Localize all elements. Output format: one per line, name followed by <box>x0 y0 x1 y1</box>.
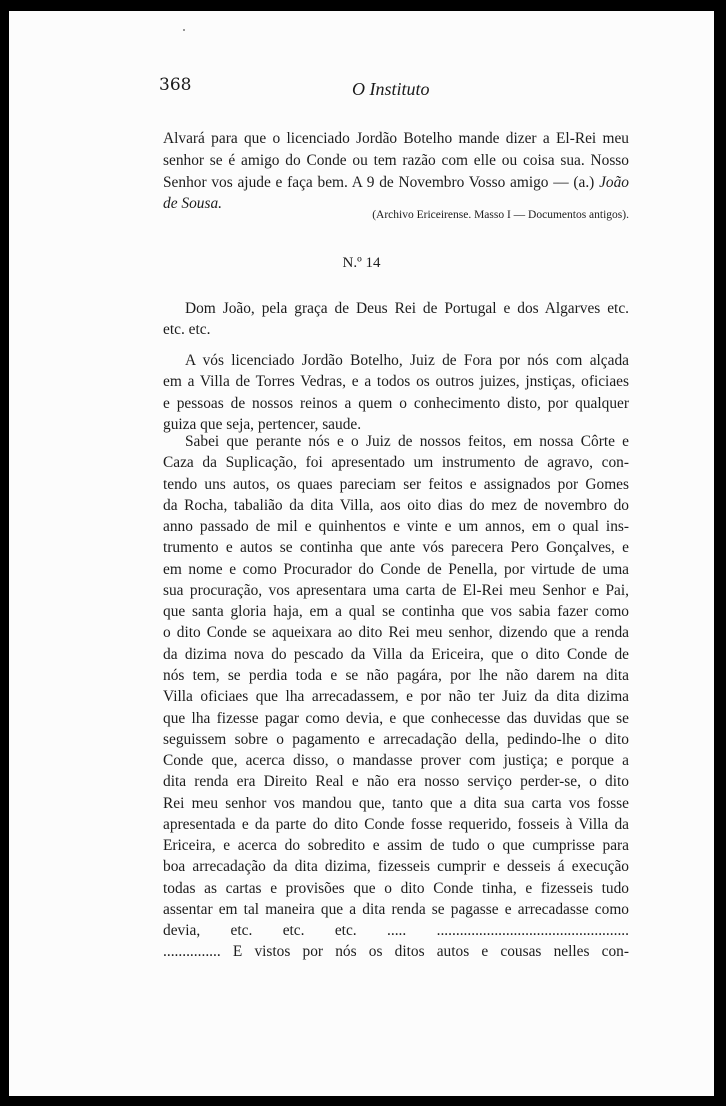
para2-line: tendo uns autos, os quaes pareciam ser feitos e assignados por Gomes <box>163 475 629 493</box>
page-number: 368 <box>159 75 192 95</box>
para1-line: guiza que seja, pertencer, saude. <box>163 415 362 433</box>
para2-line: seguissem sobre o pagamento e arrecadação della, pedindo-lhe o dito <box>163 730 629 748</box>
para2-line: todas as cartas e provisões que o dito Conde tinha, e fizesseis tudo <box>163 879 629 897</box>
journal-title: O Instituto <box>352 79 430 99</box>
para2-line: que lha fizesse pagar como devia, e que conhecesse das duvidas que se <box>163 709 629 727</box>
intro-line-3-text: Senhor vos ajude e faça bem. A 9 de Novembro Vosso amigo — (a.) <box>163 174 595 191</box>
para2-line: que santa gloria haja, em a qual se continha que vos sabia fazer como <box>163 603 629 621</box>
para1-line: e pessoas de nossos reinos a quem o conhecimento disto, por qualquer <box>163 394 629 412</box>
intro-line-3 <box>163 173 629 193</box>
para2-line: Villa oficiaes que lha arrecadassem, e por não ter Juiz da dita dizima <box>163 688 629 706</box>
para2-line: devia, etc. etc. etc. ..... .................................................. <box>163 922 629 940</box>
para2-line: Rei meu senhor vos mandou que, tanto que a dita sua carta vos fosse <box>163 794 629 812</box>
source-citation: (Archivo Ericeirense. Masso I — Documentos antigos). <box>372 209 629 221</box>
para2-line: trumento e autos se continha que ante vós parecera Pero Gonçalves, e <box>163 539 629 557</box>
para2-line: ............... E vistos por nós os ditos autos e cousas nelles con- <box>163 943 629 961</box>
intro-line-1: Alvará para que o licenciado Jordão Botelho mande dizer a El-Rei meu <box>163 130 629 147</box>
para1-line: A vós licenciado Jordão Botelho, Juiz de Fora por nós com alçada <box>185 352 629 369</box>
intro-line-2: senhor se é amigo do Conde ou tem razão com elle ou coisa sua. Nosso <box>163 152 629 169</box>
para2-line: sua procuração, vos apresentara uma carta de El-Rei meu Senhor e Pai, <box>163 581 629 599</box>
para2-line: da Rocha, tabalião da dita Villa, aos oito dias do mez de novembro do <box>163 496 629 514</box>
signature-surname: de Sousa. <box>163 195 222 212</box>
para2-line: assentar em tal maneira que a dita renda se pagasse e arrecadasse como <box>163 900 629 918</box>
para2-line: da dizima nova do pescado da Villa da Ericeira, que o dito Conde de <box>163 645 629 663</box>
para2-line: Ericeira, e acerca do sobredito e assim de tudo o que cumprisse para <box>163 837 629 855</box>
para2-line: em nome e como Procurador do Conde de Penella, por virtude de uma <box>163 560 629 578</box>
para2-line: Sabei que perante nós e o Juiz de nossos feitos, em nossa Côrte e <box>185 433 629 450</box>
document-number: N.º 14 <box>342 255 381 271</box>
para2-line: dita renda era Direito Real e não era nosso serviço perder-se, o dito <box>163 773 629 791</box>
para2-line: o dito Conde se aqueixara ao dito Rei meu senhor, dizendo que a renda <box>163 624 629 642</box>
salutation-line-2: etc. etc. <box>163 321 211 338</box>
para2-line: anno passado de mil e quinhentos e vinte e um annos, em o qual ins- <box>163 518 629 536</box>
para2-line: apresentada e da parte do dito Conde fosse requerido, fosseis à Villa da <box>163 815 629 833</box>
para1-line: em a Villa de Torres Vedras, e a todos os outros juizes, jnstiças, oficiaes <box>163 373 629 391</box>
para2-line: boa arrecadação da dita dizima, fizesseis cumprir e desseis á execução <box>163 858 629 876</box>
para2-line: nós tem, se perdia toda e se não pagára, por lhe não darem na dita <box>163 666 629 684</box>
salutation-line-1: Dom João, pela graça de Deus Rei de Portugal e dos Algarves etc. <box>185 300 629 317</box>
para2-line: Caza da Suplicação, foi apresentado um instrumento de agravo, con- <box>163 454 629 472</box>
para2-line: Conde que, acerca disso, o mandasse prover com justiça; e porque a <box>163 752 629 770</box>
page-speck <box>183 29 185 31</box>
signature-first-name: João <box>599 174 629 191</box>
document-page <box>9 11 714 1096</box>
